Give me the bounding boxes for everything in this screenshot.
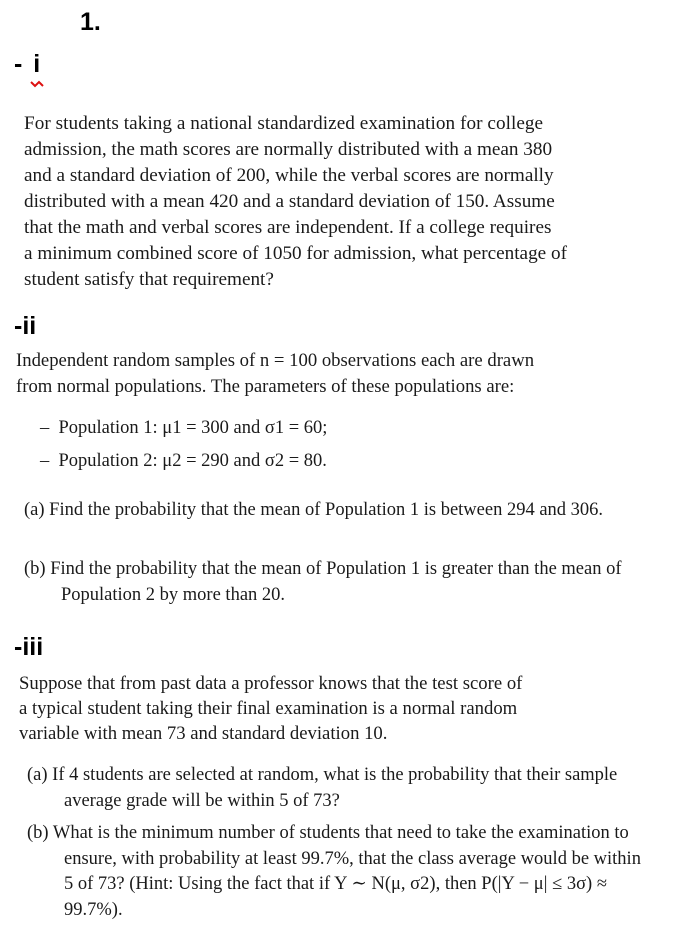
part-i-line-5: that the math and verbal scores are independent. If a college requires xyxy=(24,217,552,238)
part-iii-question-b xyxy=(27,821,647,923)
population-1-item: – Population 1: μ1 = 300 and σ1 = 60; xyxy=(40,418,328,438)
spellcheck-squiggle-icon xyxy=(30,80,44,88)
part-i-label: - i xyxy=(14,50,43,78)
part-i-line-2: admission, the math scores are normally distributed with a mean 380 xyxy=(24,139,553,160)
part-iii-intro-line-2: a typical student taking their final examination is a normal random xyxy=(19,698,518,719)
part-iii-question-b-text: (b) What is the minimum number of students that need to take the examination to ensure, with probability at least 99.7%, that the class average would be within 5 of 73? (Hint: Using the fact that if Y ∼ N(μ, σ2), then P(|Y − μ| ≤ 3σ) ≈ 99.7%). xyxy=(27,823,641,920)
population-1-text: Population 1: μ1 = 300 and σ1 = 60; xyxy=(58,418,328,438)
part-i-text xyxy=(24,111,671,293)
population-list xyxy=(40,412,327,478)
part-iii-intro-line-1: Suppose that from past data a professor knows that the test score of xyxy=(19,673,523,694)
part-ii-intro-line-1: Independent random samples of n = 100 observations each are drawn xyxy=(16,350,535,371)
part-i-line-7: student satisfy that requirement? xyxy=(24,269,274,290)
part-ii-question-b xyxy=(24,557,650,608)
part-iii-question-a xyxy=(27,763,647,814)
part-ii-question-a xyxy=(24,498,650,524)
part-ii-intro xyxy=(16,348,534,399)
part-ii-label: -ii xyxy=(14,312,37,340)
population-2-text: Population 2: μ2 = 290 and σ2 = 80. xyxy=(58,451,327,471)
part-ii-intro-line-2: from normal populations. The parameters of these populations are: xyxy=(16,375,515,397)
part-ii-question-b-text: (b) Find the probability that the mean of Population 1 is greater than the mean of Population 2 by more than 20. xyxy=(24,559,622,605)
problem-number: 1. xyxy=(80,8,101,36)
part-iii-label: -iii xyxy=(14,633,44,661)
population-2-item: – Population 2: μ2 = 290 and σ2 = 80. xyxy=(40,451,327,471)
part-iii-intro xyxy=(19,671,522,746)
part-iii-intro-line-3: variable with mean 73 and standard deviation 10. xyxy=(19,723,388,744)
part-i-line-4: distributed with a mean 420 and a standard deviation of 150. Assume xyxy=(24,191,555,212)
part-i-line-6: a minimum combined score of 1050 for admission, what percentage of xyxy=(24,243,567,264)
part-i-line-3: and a standard deviation of 200, while the verbal scores are normally xyxy=(24,165,554,186)
part-i-line-1: For students taking a national standardized examination for college xyxy=(24,113,544,134)
part-ii-question-a-text: (a) Find the probability that the mean of Population 1 is between 294 and 306. xyxy=(24,500,604,520)
part-iii-question-a-text: (a) If 4 students are selected at random, what is the probability that their sample average grade will be within 5 of 73? xyxy=(27,765,618,811)
